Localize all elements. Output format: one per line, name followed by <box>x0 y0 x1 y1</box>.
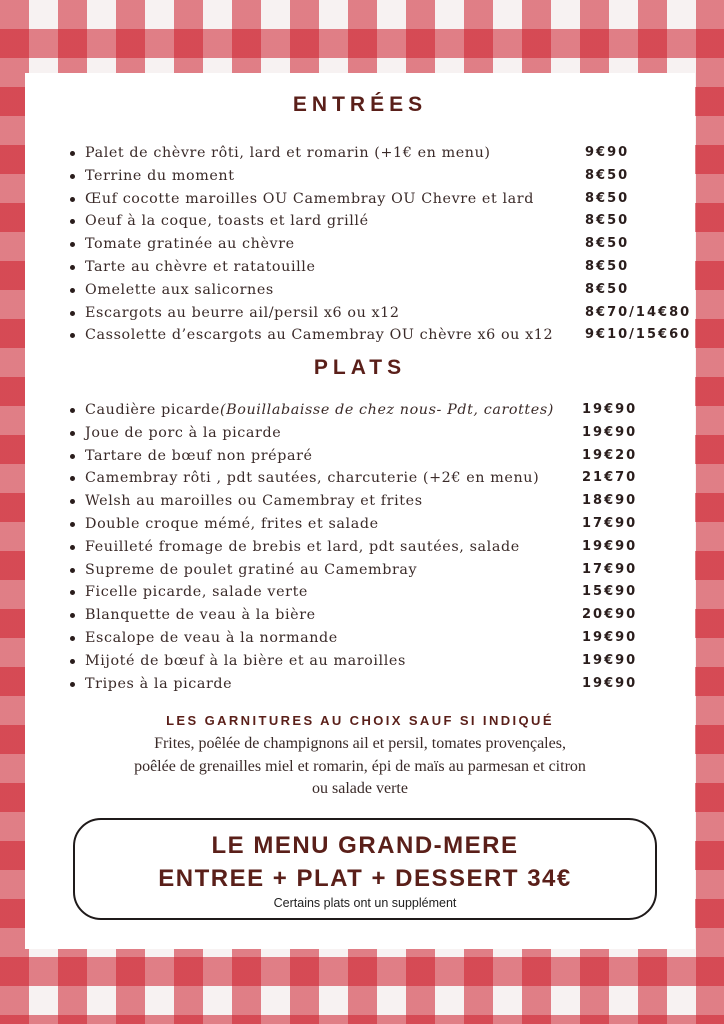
dish-name: Terrine du moment <box>85 167 235 184</box>
dish-price: 9€90 <box>585 145 630 160</box>
dish-name: Oeuf à la coque, toasts et lard grillé <box>85 213 369 230</box>
dish-price: 15€90 <box>582 584 638 600</box>
bullet-icon <box>70 613 75 618</box>
dish-price: 8€50 <box>585 258 630 274</box>
plats-title: PLATS <box>313 356 407 379</box>
list-item <box>85 650 695 673</box>
list-item <box>85 422 695 445</box>
dish-price: 8€70/14€80 <box>585 304 692 320</box>
dish-price: 8€50 <box>585 213 630 229</box>
dish-price: 8€50 <box>585 167 630 183</box>
menu-title: LE MENU GRAND-MERE <box>211 832 519 859</box>
bullet-icon <box>70 242 75 247</box>
dish-price: 19€90 <box>582 652 638 668</box>
dish-name: Double croque mémé, frites et salade <box>85 515 379 532</box>
dish-name: Escalope de veau à la normande <box>85 629 338 646</box>
bullet-icon <box>70 476 75 481</box>
list-item <box>85 627 695 650</box>
dish-price: 9€10/15€60 <box>585 327 692 343</box>
bullet-icon <box>70 311 75 316</box>
menu-note: Certains plats ont un supplément <box>273 896 457 910</box>
dish-name: Escargots au beurre ail/persil x6 ou x12 <box>85 304 400 321</box>
dish-price: 19€90 <box>582 629 638 645</box>
dish-price: 19€20 <box>582 447 638 463</box>
bullet-icon <box>70 590 75 595</box>
list-item <box>85 445 695 468</box>
dish-price: 19€90 <box>582 424 638 440</box>
list-item <box>85 279 695 302</box>
dish-name: Tripes à la picarde <box>85 675 233 692</box>
list-item <box>85 233 695 256</box>
menu-sheet <box>25 73 695 949</box>
entrees-title: ENTRÉES <box>292 93 428 116</box>
list-item <box>85 559 695 582</box>
dish-price: 18€90 <box>582 493 638 509</box>
list-item <box>85 604 695 627</box>
list-item <box>85 467 695 490</box>
garnitures-line: ou salade verte <box>312 780 408 797</box>
list-item <box>85 302 695 325</box>
menu-grand-mere-box <box>73 818 657 920</box>
dish-description: (Bouillabaisse de chez nous- Pdt, carottes) <box>220 402 554 418</box>
dish-name: Tarte au chèvre et ratatouille <box>85 258 316 275</box>
dish-name: Omelette aux salicornes <box>85 281 274 298</box>
dish-name: Blanquette de veau à la bière <box>85 607 316 624</box>
garnitures-text <box>85 733 635 801</box>
dish-name: Mijoté de bœuf à la bière et au maroilles <box>85 652 406 669</box>
dish-price: 8€50 <box>585 281 630 297</box>
bullet-icon <box>70 499 75 504</box>
bullet-icon <box>70 288 75 293</box>
bullet-icon <box>70 408 75 413</box>
dish-name: Tomate gratinée au chèvre <box>85 236 295 253</box>
list-item <box>85 142 695 165</box>
dish-price: 8€50 <box>585 236 630 252</box>
list-item <box>85 210 695 233</box>
bullet-icon <box>70 568 75 573</box>
bullet-icon <box>70 219 75 224</box>
bullet-icon <box>70 333 75 338</box>
entrees-list <box>85 142 695 347</box>
dish-name: Cassolette d’escargots au Camembray OU chèvre x6 ou x12 <box>85 327 554 344</box>
bullet-icon <box>70 174 75 179</box>
bullet-icon <box>70 545 75 550</box>
dish-name: Supreme de poulet gratiné au Camembray <box>85 561 418 578</box>
garnitures-line: poêlée de grenailles miel et romarin, épi de maïs au parmesan et citron <box>134 757 586 775</box>
dish-price: 17€90 <box>582 515 638 531</box>
list-item <box>85 399 695 422</box>
list-item <box>85 165 695 188</box>
bullet-icon <box>70 659 75 664</box>
dish-price: 20€90 <box>582 607 638 623</box>
list-item <box>85 490 695 513</box>
list-item <box>85 256 695 279</box>
bullet-icon <box>70 682 75 687</box>
dish-price: 19€90 <box>582 402 638 417</box>
list-item <box>85 513 695 536</box>
dish-price: 8€50 <box>585 190 630 206</box>
list-item <box>85 581 695 604</box>
garnitures-line: Frites, poêlée de champignons ail et persil, tomates provençales, <box>154 735 566 752</box>
dish-name: Palet de chèvre rôti, lard et romarin (+1€ en menu) <box>85 145 491 161</box>
dish-name: Ficelle picarde, salade verte <box>85 584 308 601</box>
bullet-icon <box>70 636 75 641</box>
dish-price: 19€90 <box>582 538 638 554</box>
bullet-icon <box>70 522 75 527</box>
dish-name: Œuf cocotte maroilles OU Camembray OU Chevre et lard <box>85 190 534 207</box>
list-item <box>85 324 695 347</box>
garnitures-title: LES GARNITURES AU CHOIX SAUF SI INDIQUÉ <box>166 713 554 728</box>
dish-name: Welsh au maroilles ou Camembray et frites <box>85 493 423 510</box>
dish-name: Feuilleté fromage de brebis et lard, pdt sautées, salade <box>85 538 520 555</box>
menu-formula: ENTREE + PLAT + DESSERT 34€ <box>158 865 572 892</box>
list-item <box>85 536 695 559</box>
bullet-icon <box>70 265 75 270</box>
dish-price: 17€90 <box>582 561 638 577</box>
dish-name: Caudière picarde <box>85 402 220 418</box>
dish-name: Camembray rôti , pdt sautées, charcuterie (+2€ en menu) <box>85 470 540 487</box>
list-item <box>85 188 695 211</box>
dish-price: 19€90 <box>582 675 638 691</box>
list-item <box>85 673 695 696</box>
bullet-icon <box>70 454 75 459</box>
bullet-icon <box>70 431 75 436</box>
dish-name: Tartare de bœuf non préparé <box>85 447 313 464</box>
plats-list <box>85 399 695 695</box>
bullet-icon <box>70 197 75 202</box>
dish-name: Joue de porc à la picarde <box>85 424 282 441</box>
dish-price: 21€70 <box>582 470 638 486</box>
bullet-icon <box>70 151 75 156</box>
